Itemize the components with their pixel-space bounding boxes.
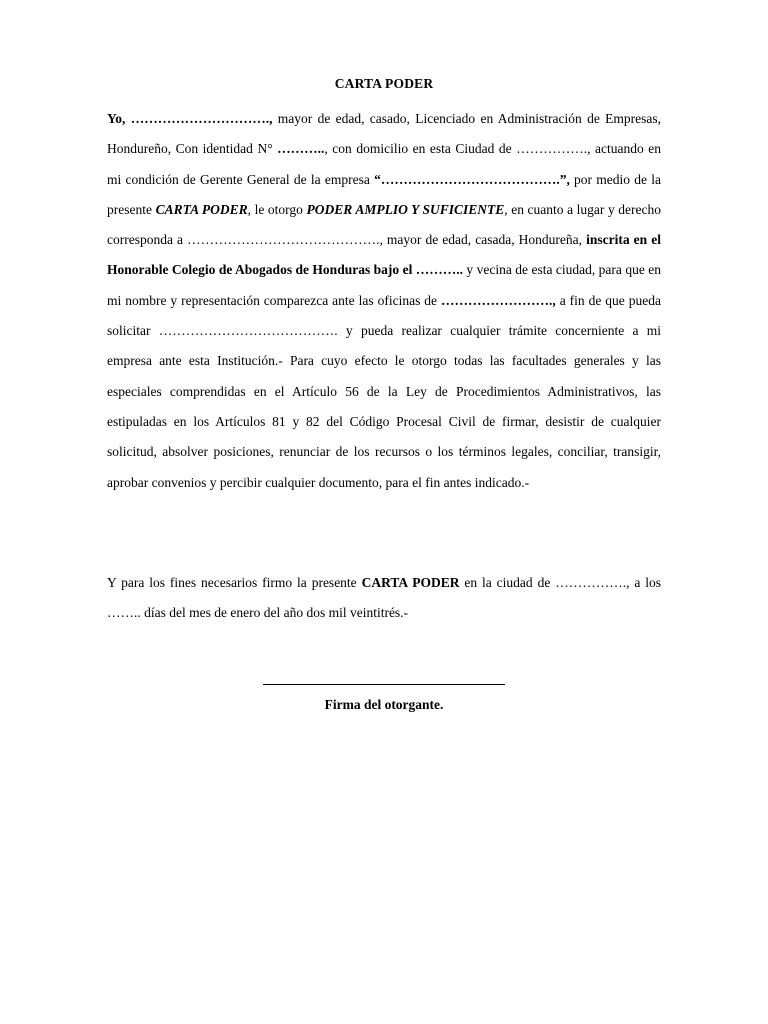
by-means-text: por medio de la presente	[107, 171, 661, 217]
carta-poder-bold: CARTA PODER	[361, 575, 460, 590]
signature-label: Firma del otorgante.	[324, 697, 444, 712]
document-title: CARTA PODER	[334, 76, 434, 91]
attorney-description: , en cuanto a lugar y derecho corresponda a ……………………………………., mayor de edad, casada, Hondureña,	[107, 201, 661, 248]
company-name-field: “………………………………….”,	[374, 171, 570, 187]
poder-amplio-emphasis: PODER AMPLIO Y SUFICIENTE	[306, 201, 505, 217]
carta-poder-emphasis: CARTA PODER	[155, 201, 248, 217]
office-name-field: …………………….,	[440, 292, 556, 308]
paragraph-grant-of-power	[107, 104, 661, 498]
representation-text: y vecina de esta ciudad, para que en mi nombre y representación comparezca ante las oficinas de	[107, 262, 661, 308]
paragraph-signing-statement	[107, 568, 661, 629]
signature-line	[263, 684, 505, 685]
faculties-text: a fin de que pueda solicitar …………………………………. y pueda realizar cualquier trámite concerniente a mi empresa ante esta Institución.- Para cuyo efecto le otorgo todas las facultades generales y las especiales comprendidas en el Artículo 56 de la Ley de Procedimientos Administrativos, las estipuladas en los Artículos 81 y 82 del Código Procesal Civil de firmar, desistir de cualquier solicitud, absolver posiciones, renunciar de los recursos o los términos legales, conciliar, transigir, aprobar convenios y percibir cualquier documento, para el fin antes indicado.-	[107, 292, 661, 490]
grantor-description: mayor de edad, casado, Licenciado en Administración de Empresas, Hondureño, Con identidad N°	[107, 111, 661, 157]
grantor-name-field: Yo, ………………………….,	[107, 111, 273, 126]
domicile-text: , con domicilio en esta Ciudad de ……………., actuando en mi condición de Gerente General de la empresa	[107, 141, 661, 187]
grant-text: , le otorgo	[247, 201, 307, 217]
signing-intro: Y para los fines necesarios firmo la presente	[107, 575, 362, 590]
identity-number-field: ………..	[277, 141, 325, 157]
signing-place-date: en la ciudad de ……………., a los …….. días del mes de enero del año dos mil veintitrés.-	[107, 575, 661, 621]
bar-registration-text: inscrita en el Honorable Colegio de Abogados de Honduras bajo el ………..	[107, 232, 661, 278]
